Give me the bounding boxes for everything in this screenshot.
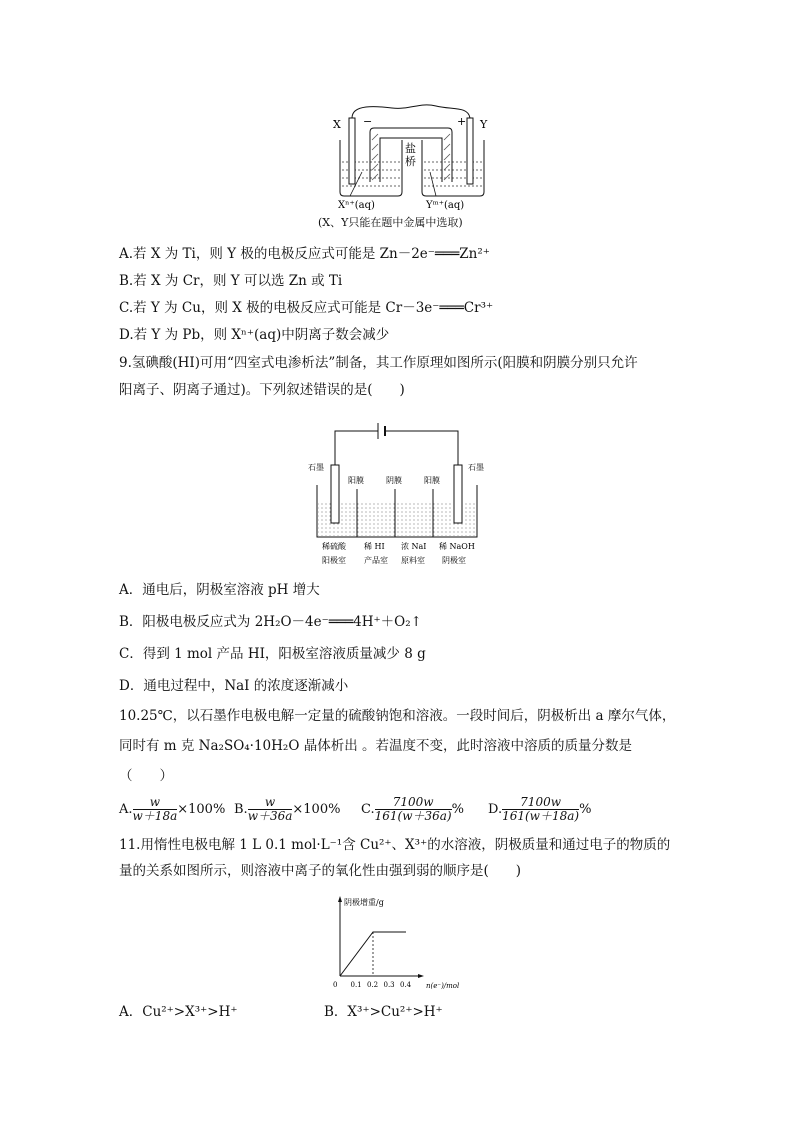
q10-d-label: D. <box>488 802 503 817</box>
room-name-1: 阳极室 <box>322 556 346 565</box>
q10-c-denominator: 161(w＋36a) <box>374 809 452 823</box>
x-tick-label: 0.2 <box>367 981 379 989</box>
q10-option-a <box>119 796 225 823</box>
q8-option-c: C.若 Y 为 Cu，则 X 极的电极反应式可能是 Cr－3e⁻═══Cr³⁺ <box>119 300 494 316</box>
x-label: X <box>333 118 341 131</box>
q10-b-numerator: w <box>248 796 293 810</box>
q11-option-b: B．X³⁺>Cu²⁺>H⁺ <box>324 1004 443 1020</box>
q9-option-b: B．阳极电极反应式为 2H₂O－4e⁻═══4H⁺＋O₂↑ <box>119 614 422 630</box>
q9-stem-line-2: 阳离子、阴离子通过)。下列叙述错误的是( ) <box>119 382 405 398</box>
q10-stem-line-1: 10.25℃，以石墨作电极电解一定量的硫酸钠饱和溶液。一段时间后，阴极析出 a 摩尔气体， <box>119 708 676 724</box>
q10-b-label: B. <box>234 802 248 817</box>
y-axis-label: 阴极增重/g <box>344 898 384 907</box>
figure-caption: (X、Y只能在题中金属中选取) <box>318 216 463 229</box>
q10-b-fraction <box>248 796 293 823</box>
q10-option-c <box>361 796 464 823</box>
salt-bridge-label-2: 桥 <box>405 155 416 168</box>
q10-a-label: A. <box>119 802 133 817</box>
q10-d-numerator: 7100w <box>502 796 579 810</box>
q8-option-a: A.若 X 为 Ti，则 Y 极的电极反应式可能是 Zn－2e⁻═══Zn²⁺ <box>119 246 490 262</box>
q10-option-d <box>488 796 591 823</box>
membrane-label-3: 阳膜 <box>424 476 440 485</box>
room-name-2: 产品室 <box>364 556 388 565</box>
room-name-4: 阴极室 <box>442 556 466 565</box>
q10-c-tail: % <box>451 802 464 817</box>
electrodialysis-figure <box>305 415 490 573</box>
q9-option-a: A．通电后，阴极室溶液 pH 增大 <box>119 582 320 598</box>
room-solution-2: 稀 HI <box>364 542 385 551</box>
galvanic-cell-figure <box>330 100 500 230</box>
cathode-mass-chart <box>330 892 465 992</box>
q11-option-a: A．Cu²⁺>X³⁺>H⁺ <box>119 1004 238 1020</box>
q11-stem-line-1: 11.用惰性电极电解 1 L 0.1 mol·L⁻¹含 Cu²⁺、X³⁺的水溶液，阴极质量和通过电子的物质的 <box>119 837 671 853</box>
x-solution-label: Xⁿ⁺(aq) <box>338 200 375 211</box>
graphite-right-label: 石墨 <box>468 463 484 472</box>
membrane-label-2: 阴膜 <box>386 476 402 485</box>
room-name-3: 原料室 <box>401 556 425 565</box>
q10-d-denominator: 161(w＋18a) <box>502 809 580 823</box>
q10-a-fraction <box>133 796 178 823</box>
x-tick-label: 0.4 <box>400 981 412 989</box>
q10-a-tail: ×100% <box>177 802 226 817</box>
q10-a-denominator: w＋18a <box>132 809 178 823</box>
q10-answer-paren: （ ） <box>119 768 173 784</box>
q9-option-d: D．通电过程中，NaI 的浓度逐渐减小 <box>119 678 349 694</box>
room-solution-4: 稀 NaOH <box>439 542 475 551</box>
x-tick-label: 0.3 <box>383 981 395 989</box>
room-solution-1: 稀硫酸 <box>322 542 346 551</box>
room-solution-3: 浓 NaI <box>401 542 427 551</box>
q10-option-b <box>234 796 340 823</box>
x-axis-arrow <box>418 974 424 978</box>
q10-stem-line-2: 同时有 m 克 Na₂SO₄·10H₂O 晶体析出 。若温度不变，此时溶液中溶质的质量分数是 <box>119 738 632 754</box>
q10-b-tail: ×100% <box>292 802 341 817</box>
q9-stem-line-1: 9.氢碘酸(HI)可用“四室式电渗析法”制备，其工作原理如图所示(阳膜和阴膜分别只允许 <box>119 355 638 371</box>
y-solution-label: Yᵐ⁺(aq) <box>426 200 465 211</box>
q11-stem-line-2: 量的关系如图所示，则溶液中离子的氧化性由强到弱的顺序是( ) <box>119 863 522 879</box>
x-tick-label: 0.1 <box>350 981 362 989</box>
q10-d-fraction <box>502 796 579 823</box>
q10-a-numerator: w <box>133 796 178 810</box>
membrane-label-1: 阳膜 <box>348 476 364 485</box>
x-axis-label: n(e⁻)/mol <box>426 982 460 990</box>
q10-c-fraction <box>375 796 452 823</box>
q10-b-denominator: w＋36a <box>247 809 293 823</box>
q10-c-label: C. <box>361 802 375 817</box>
y-axis-arrow <box>338 896 342 902</box>
minus-sign: − <box>363 115 373 128</box>
plus-sign: + <box>457 115 467 128</box>
q8-option-d: D.若 Y 为 Pb，则 Xⁿ⁺(aq)中阴离子数会减少 <box>119 327 390 343</box>
x-tick-label: 0 <box>333 981 338 989</box>
q10-c-numerator: 7100w <box>375 796 452 810</box>
graphite-left-label: 石墨 <box>308 463 324 472</box>
q9-option-c: C．得到 1 mol 产品 HI，阳极室溶液质量减少 8 g <box>119 646 426 662</box>
salt-bridge-label-1: 盐 <box>405 142 416 155</box>
q10-d-tail: % <box>579 802 592 817</box>
q8-option-b: B.若 X 为 Cr，则 Y 可以选 Zn 或 Ti <box>119 273 343 289</box>
y-label: Y <box>480 118 488 131</box>
